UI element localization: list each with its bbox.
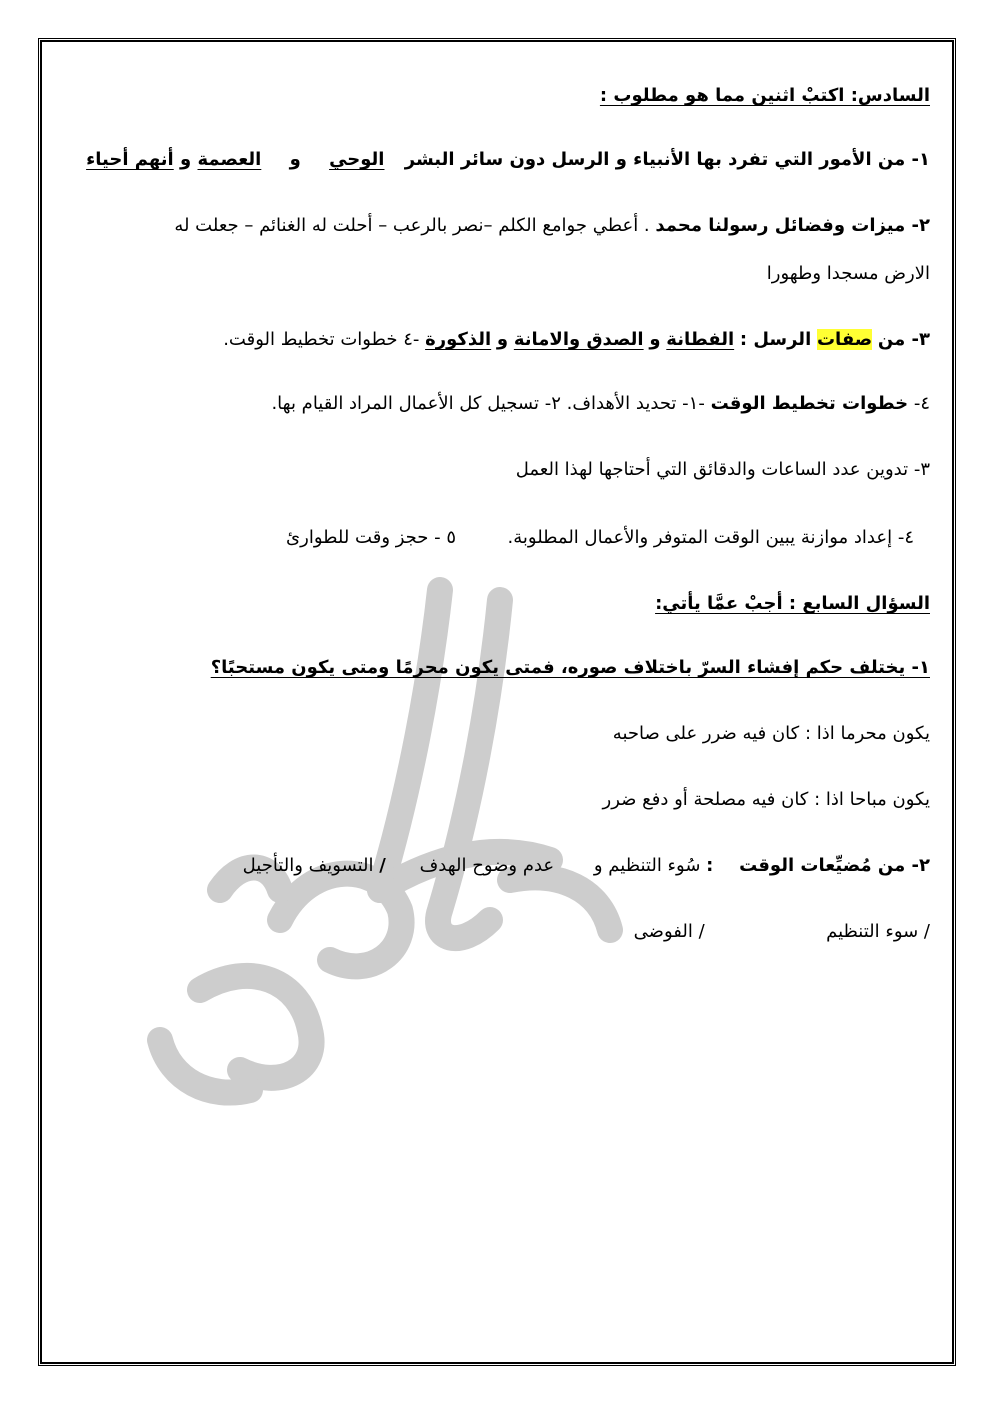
q3-highlight: صفات	[816, 329, 873, 350]
section7-q1-answer2: يكون مباحا اذا : كان فيه مصلحة أو دفع ضرر	[602, 789, 930, 810]
section7-q1-answer1: يكون محرما اذا : كان فيه ضرر على صاحبه	[612, 723, 930, 744]
q2-answer-line1: . أعطي جوامع الكلم –نصر بالرعب – أحلت له الغنائم – جعلت له	[174, 215, 650, 236]
q3-rest: الرسل :	[739, 329, 812, 350]
q1-answer-3: أنهم أحياء	[86, 149, 174, 170]
q4-steps: -١- تحديد الأهداف. ٢- تسجيل كل الأعمال المراد القيام بها.	[271, 393, 705, 414]
section7-q2-line2	[634, 920, 930, 943]
q4-title: خطوات تخطيط الوقت	[710, 393, 909, 414]
q1-number: ١-	[905, 149, 930, 170]
q3-tail: -٤ خطوات تخطيط الوقت.	[223, 329, 420, 350]
q3-answer-2: الصدق والامانة	[513, 329, 644, 350]
q1-and: و	[289, 149, 301, 170]
q4-step4-5	[286, 526, 914, 549]
q4-step3: ٣- تدوين عدد الساعات والدقائق التي أحتاجها لهذا العمل	[515, 459, 930, 480]
q3-answer-3: الذكورة	[425, 329, 492, 350]
section6-q2	[174, 214, 930, 237]
s7q2-item5: / الفوضى	[633, 921, 705, 942]
section6-q1	[86, 148, 930, 171]
q4-number: ٤-	[908, 393, 930, 414]
section6-q3	[223, 328, 930, 351]
section7-heading: السؤال السابع : أجبْ عمَّا يأتي:	[655, 593, 930, 614]
s7q2-item3: التسويف والتأجيل	[242, 855, 374, 876]
s7q2-item1: سُوء التنظيم و	[593, 855, 701, 876]
section6-heading: السادس: اكتبْ اثنين مما هو مطلوب :	[599, 85, 930, 106]
s7q2-item4: / سوء التنظيم	[826, 921, 930, 942]
q4-step5: ٥ - حجز وقت للطوارئ	[286, 527, 457, 548]
s7q2-title: من مُضيِّعات الوقت	[739, 855, 906, 876]
q4-step4: ٤- إعداد موازنة يبين الوقت المتوفر والأعمال المطلوبة.	[507, 527, 914, 548]
q3-answer-1: الفطانة	[666, 329, 735, 350]
q1-and-2: و	[180, 149, 192, 170]
section7-q1-question: ١- يختلف حكم إفشاء السرّ باختلاف صوره، فمتى يكون محرمًا ومتى يكون مستحبًا؟	[210, 657, 930, 678]
s7q2-slash: /	[379, 855, 386, 876]
s7q2-number: ٢-	[905, 855, 930, 876]
q1-text: من الأمور التي تفرد بها الأنبياء و الرسل دون سائر البشر	[404, 149, 906, 170]
q2-number: ٢-	[905, 215, 930, 236]
q3-number: ٣-	[905, 329, 930, 350]
q3-and-1: و	[649, 329, 661, 350]
s7q2-colon: :	[706, 855, 714, 876]
q2-title: ميزات وفضائل رسولنا محمد	[655, 215, 906, 236]
section6-q4	[271, 392, 930, 415]
q1-answer-1: الوحي	[329, 149, 385, 170]
q2-answer-line2: الارض مسجدا وطهورا	[766, 263, 930, 284]
q3-prefix: من	[877, 329, 906, 350]
q1-answer-2: العصمة	[197, 149, 262, 170]
watermark-signature	[130, 560, 650, 1120]
q3-and-2: و	[496, 329, 509, 350]
section7-q2	[243, 854, 930, 877]
s7q2-item2: عدم وضوح الهدف	[419, 855, 555, 876]
